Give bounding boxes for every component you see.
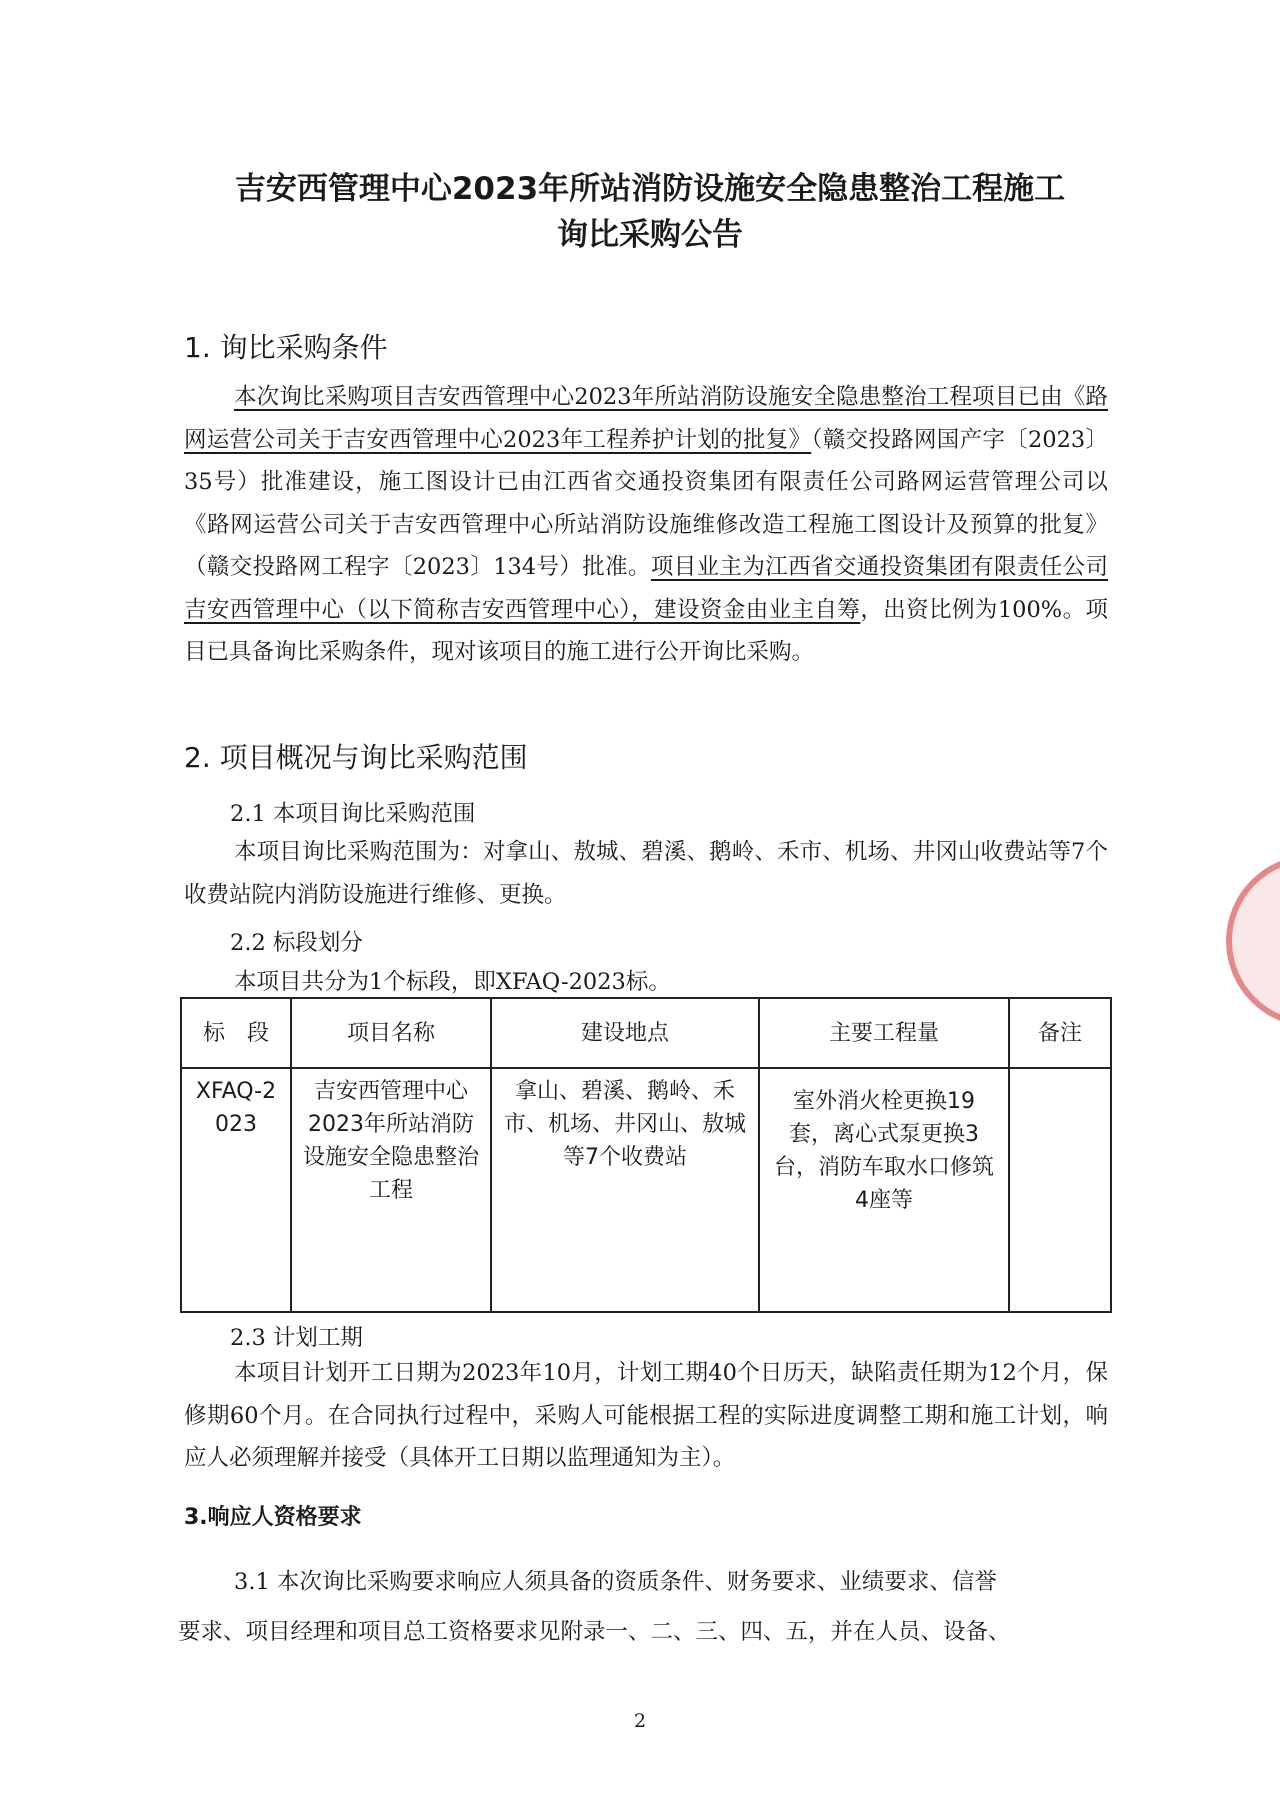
bid-section-table (180, 997, 1112, 1313)
table-header-row (181, 998, 1111, 1068)
section2-heading: 2. 项目概况与询比采购范围 (184, 741, 528, 774)
section2-1-heading: 2.1 本项目询比采购范围 (230, 801, 476, 827)
page-number: 2 (633, 1710, 647, 1732)
red-seal-stamp (1226, 855, 1280, 1027)
section1-underlined-text-2: 项目业主为江西省交通投资集团有限责任公司吉安西管理中心（以下简称吉安西管理中心），建设资金由业主自筹 (184, 554, 1108, 623)
table-cell-main-works: 室外消火栓更换19套，离心式泵更换3台，消防车取水口修筑4座等 (759, 1068, 1009, 1312)
section2-3-paragraph: 本项目计划开工日期为2023年10月，计划工期40个日历天，缺陷责任期为12个月，保修期60个月。在合同执行过程中，采购人可能根据工程的实际进度调整工期和施工计划，响应人必须理解并接受（具体开工日期以监理通知为主）。 (184, 1360, 1108, 1471)
section3-line-1: 3.1 本次询比采购要求响应人须具备的资质条件、财务要求、业绩要求、信誉 (234, 1569, 997, 1595)
section1-paragraph (184, 376, 1108, 674)
section3-line-2: 要求、项目经理和项目总工资格要求见附录一、二、三、四、五，并在人员、设备、 (178, 1619, 1011, 1645)
table-header-cell: 标 段 (181, 998, 291, 1068)
table-cell-section: XFAQ-2023 (181, 1068, 291, 1312)
table-header-cell: 备注 (1009, 998, 1111, 1068)
section2-1-paragraph: 本项目询比采购范围为：对拿山、敖城、碧溪、鹅岭、禾市、机场、井冈山收费站等7个收费站院内消防设施进行维修、更换。 (184, 839, 1108, 908)
section2-2-heading: 2.2 标段划分 (230, 930, 363, 956)
table-header-cell: 建设地点 (491, 998, 759, 1068)
section3-heading: 3.响应人资格要求 (184, 1505, 362, 1530)
section1-text-2: ，出资比例为100%。项目已具备询比采购条件，现对该项目的施工进行公开询比采购。 (184, 596, 1108, 665)
document-title-line1: 吉安西管理中心2023年所站消防设施安全隐患整治工程施工 (234, 171, 1066, 207)
section1-underlined-text-1: 本次询比采购项目吉安西管理中心2023年所站消防设施安全隐患整治工程项目已由《路网运营公司关于吉安西管理中心2023年工程养护计划的批复》 (184, 384, 1108, 453)
section1-text-1: （赣交投路网国产字〔2023〕35号）批准建设，施工图设计已由江西省交通投资集团有限责任公司路网运营管理公司以《路网运营公司关于吉安西管理中心所站消防设施维修改造工程施工图设计及预算的批复》（赣交投路网工程字〔2023〕134号）批准。 (184, 426, 1108, 580)
section2-3-heading: 2.3 计划工期 (230, 1325, 363, 1351)
table-cell-location: 拿山、碧溪、鹅岭、禾市、机场、井冈山、敖城等7个收费站 (491, 1068, 759, 1312)
table-cell-remarks (1009, 1068, 1111, 1312)
table-header-cell: 项目名称 (291, 998, 491, 1068)
document-title-line2: 询比采购公告 (557, 217, 743, 253)
section1-heading: 1. 询比采购条件 (184, 331, 388, 364)
section2-2-text: 本项目共分为1个标段，即XFAQ-2023标。 (234, 969, 671, 995)
table-cell-project-name: 吉安西管理中心2023年所站消防设施安全隐患整治工程 (291, 1068, 491, 1312)
table-header-cell: 主要工程量 (759, 998, 1009, 1068)
table-row (181, 1068, 1111, 1312)
